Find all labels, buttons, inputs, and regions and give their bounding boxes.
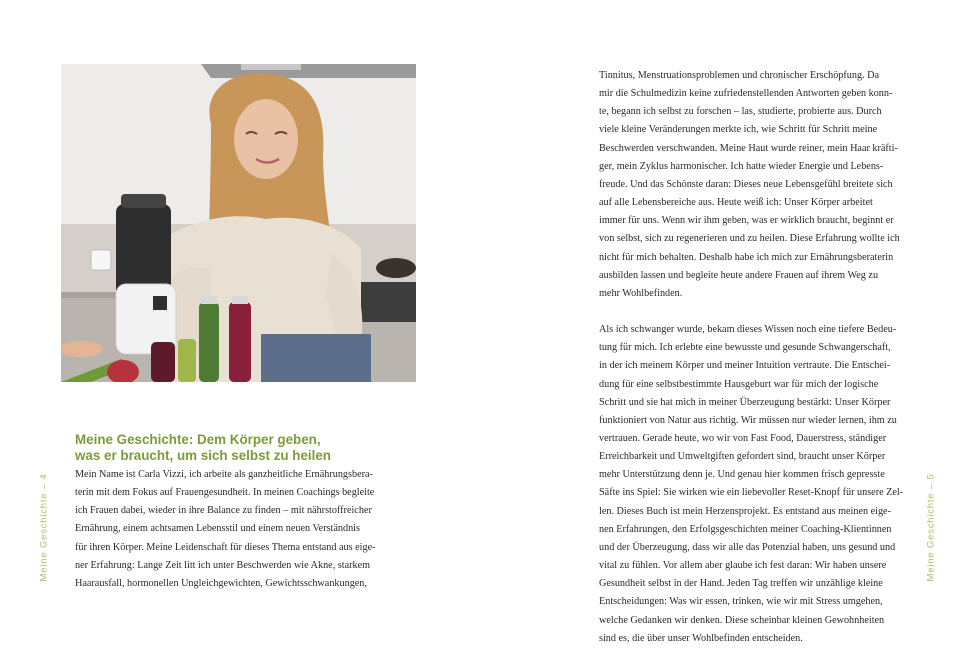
author-photo xyxy=(61,64,416,382)
text-line: len. Dieses Buch ist mein Herzensprojekt. Es entstand aus meinen eige- xyxy=(599,505,891,517)
text-line: ich Frauen dabei, wieder in ihre Balance zu finden – mit nährstoffreicher xyxy=(75,505,372,517)
right-page xyxy=(482,0,964,648)
text-line: viele kleine Veränderungen merkte ich, wie Schritt für Schritt meine xyxy=(599,124,878,136)
text-line: für ihren Körper. Meine Leidenschaft für dieses Thema entstand aus eige- xyxy=(75,541,376,553)
text-line: Gesundheit selbst in der Hand. Jeden Tag treffen wir unzählige kleine xyxy=(599,578,883,590)
text-line: Tinnitus, Menstruationsproblemen und chronischer Erschöpfung. Da xyxy=(599,70,880,81)
page-label-left: Meine Geschichte – 4 xyxy=(38,473,50,582)
section-heading xyxy=(75,432,405,464)
text-line: mehr Unterstützung denn je. Und genau hier kommen frisch gepresste xyxy=(599,469,885,481)
text-line: Säfte ins Spiel: Sie wirken wie ein liebevoller Reset-Knopf für unsere Zel- xyxy=(599,487,904,499)
text-line: Als ich schwanger wurde, bekam dieses Wissen noch eine tiefere Bedeu- xyxy=(599,324,897,336)
paragraph xyxy=(599,67,903,303)
text-line: Mein Name ist Carla Vizzi, ich arbeite als ganzheitliche Ernährungsbera- xyxy=(75,469,373,480)
text-line: ger, mein Zyklus harmonischer. Ich hatte wieder Energie und Lebens- xyxy=(599,160,884,172)
text-line: und der Überzeugung, dass wir alle das Potenzial haben, uns gesund und xyxy=(599,541,896,553)
text-line: von selbst, sich zu regenerieren und zu heilen. Diese Erfahrung wollte ich xyxy=(599,233,900,245)
text-line: sind es, die über unser Wohlbefinden entscheiden. xyxy=(599,632,803,644)
text-line: Erreichbarkeit und Umweltgiften gefordert sind, braucht unser Körper xyxy=(599,451,886,463)
text-line: mehr Wohlbefinden. xyxy=(599,287,683,299)
text-line: in der ich meinem Körper und meiner Intuition vertraute. Die Entschei- xyxy=(599,360,891,372)
text-line: terin mit dem Fokus auf Frauengesundheit. In meinen Coachings begleite xyxy=(75,487,375,499)
text-line: dung für eine selbstbestimmte Hausgeburt war für mich der logische xyxy=(599,378,879,390)
text-line: freude. Und das Schönste daran: Dieses neue Lebensgefühl breitete sich xyxy=(599,178,893,190)
text-line: Beschwerden verschwanden. Meine Haut wurde reiner, mein Haar kräfti- xyxy=(599,142,898,154)
text-line: mir die Schulmedizin keine zufriedenstellenden Antworten geben konn- xyxy=(599,88,893,100)
text-line: vertrauen. Gerade heute, wo wir von Fast Food, Dauerstress, ständiger xyxy=(599,432,887,444)
text-line: tung für mich. Ich erlebte eine bewusste und gesunde Schwangerschaft, xyxy=(599,342,891,354)
text-line: nicht für mich behalten. Deshalb habe ich mich zur Ernährungsberaterin xyxy=(599,251,894,263)
right-body-text xyxy=(599,67,903,648)
text-line: te, begann ich selbst zu forschen – las, studierte, probierte aus. Durch xyxy=(599,106,882,118)
heading-line: was er braucht, um sich selbst zu heilen xyxy=(75,448,331,463)
left-body-text xyxy=(75,466,376,593)
text-line: Ernährung, einem achtsamen Lebensstil und einem neuen Verständnis xyxy=(75,523,360,535)
heading-line: Meine Geschichte: Dem Körper geben, xyxy=(75,432,321,447)
paragraph xyxy=(599,321,903,648)
text-line: Schritt und sie hat mich in meiner Überzeugung bestärkt: Unser Körper xyxy=(599,396,891,408)
text-line: funktioniert von Natur aus richtig. Wir müssen nur wieder lernen, ihm zu xyxy=(599,414,897,426)
text-line: vital zu fühlen. Vor allem aber glaube ich fest daran: Wir haben unsere xyxy=(599,560,887,572)
text-line: immer für uns. Wenn wir ihm geben, was er wirklich braucht, beginnt er xyxy=(599,215,894,227)
text-line: ausbilden lassen und begleite heute andere Frauen auf ihrem Weg zu xyxy=(599,269,879,281)
text-line: welche Gedanken wir denken. Diese scheinbar kleinen Gewohnheiten xyxy=(599,614,885,626)
text-line: Entscheidungen: Was wir essen, trinken, wie wir mit Stress umgehen, xyxy=(599,596,883,608)
page-label-right: Meine Geschichte – 5 xyxy=(925,473,937,582)
text-line: Haarausfall, hormonellen Ungleichgewichten, Gewichtsschwankungen, xyxy=(75,577,367,589)
text-line: ner Erfahrung: Lange Zeit litt ich unter Beschwerden wie Akne, starkem xyxy=(75,559,371,571)
text-line: auf alle Lebensbereiche aus. Heute weiß ich: Unser Körper arbeitet xyxy=(599,197,873,209)
text-line: nen Erfahrungen, den Erfolgsgeschichten meiner Coaching-Klientinnen xyxy=(599,523,892,535)
